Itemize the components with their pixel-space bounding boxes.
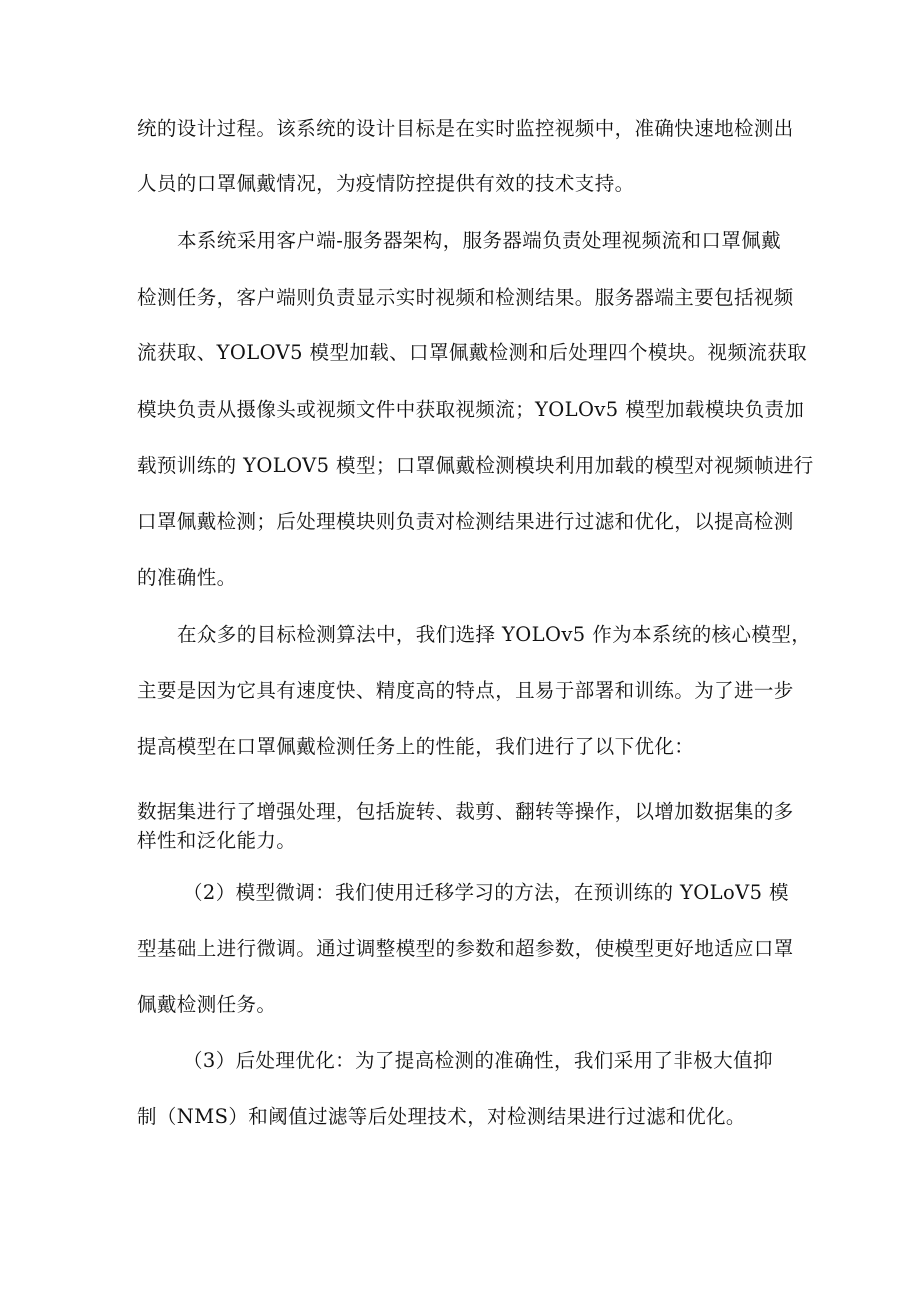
text-line: 统的设计过程。该系统的设计目标是在实时监控视频中，准确快速地检测出 (137, 117, 794, 140)
text-line: 人员的口罩佩戴情况，为疫情防控提供有效的技术支持。 (137, 172, 635, 195)
text-line: 口罩佩戴检测；后处理模块则负责对检测结果进行过滤和优化，以提高检测 (137, 510, 794, 533)
text-line: 主要是因为它具有速度快、精度高的特点，且易于部署和训练。为了进一步 (137, 679, 794, 702)
text-line: 制（NMS）和阈值过滤等后处理技术，对检测结果进行过滤和优化。 (137, 1105, 746, 1128)
text-line: 检测任务，客户端则负责显示实时视频和检测结果。服务器端主要包括视频 (137, 286, 794, 309)
text-line: 在众多的目标检测算法中，我们选择 YOLOv5 作为本系统的核心模型， (177, 623, 812, 646)
text-line: 本系统采用客户端-服务器架构，服务器端负责处理视频流和口罩佩戴 (177, 229, 781, 252)
text-line: 载预训练的 YOLOV5 模型；口罩佩戴检测模块利用加载的模型对视频帧进行 (137, 454, 814, 477)
text-line: （3）后处理优化：为了提高检测的准确性，我们采用了非极大值抑 (183, 1049, 773, 1072)
text-line: 提高模型在口罩佩戴检测任务上的性能，我们进行了以下优化： (137, 735, 695, 758)
text-line: （2）模型微调：我们使用迁移学习的方法，在预训练的 YOLoV5 模 (183, 881, 789, 904)
text-line: 的准确性。 (137, 566, 237, 589)
text-line: 模块负责从摄像头或视频文件中获取视频流；YOLOv5 模型加载模块负责加 (137, 398, 805, 421)
text-line: 型基础上进行微调。通过调整模型的参数和超参数，使模型更好地适应口罩 (137, 937, 794, 960)
text-line: 样性和泛化能力。 (137, 829, 297, 852)
text-line: 佩戴检测任务。 (137, 993, 277, 1016)
text-line: 数据集进行了增强处理，包括旋转、裁剪、翻转等操作，以增加数据集的多 (137, 800, 794, 823)
text-line: 流获取、YOLOV5 模型加载、口罩佩戴检测和后处理四个模块。视频流获取 (137, 341, 808, 364)
